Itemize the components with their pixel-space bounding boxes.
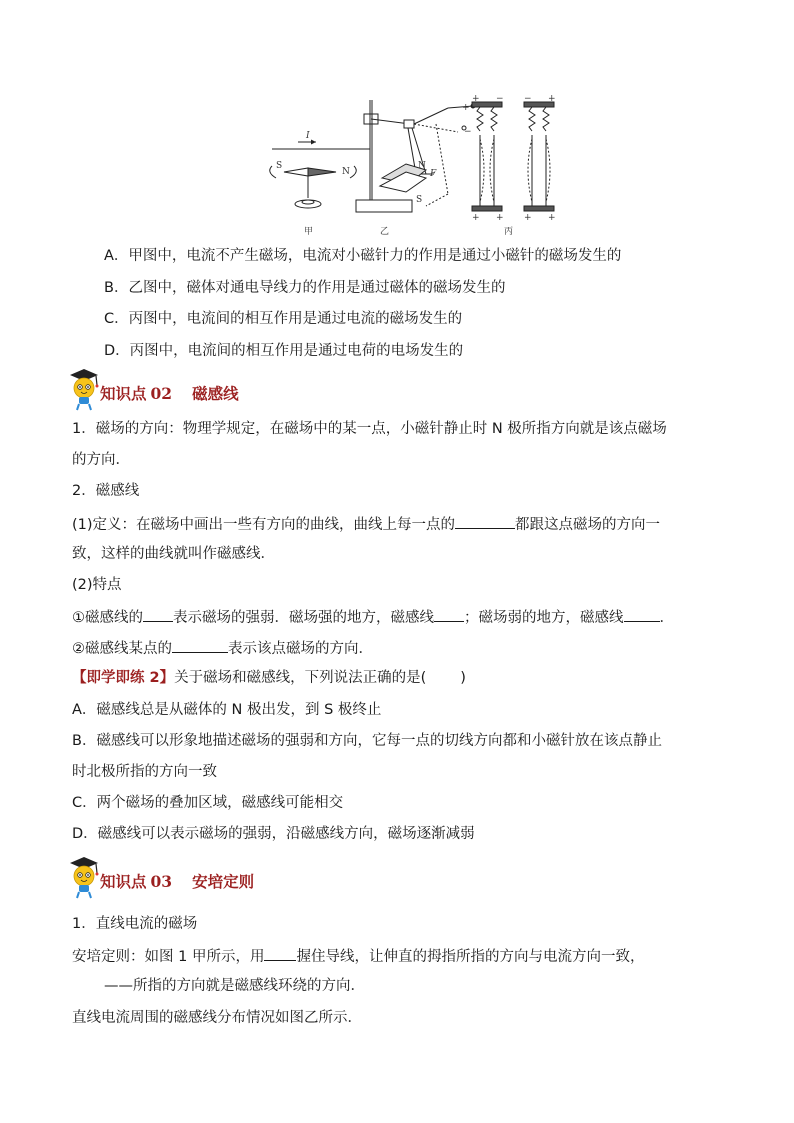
- label-force: F: [430, 169, 437, 179]
- exercise-2-option-b-cont: 时北极所指的方向一致: [72, 764, 217, 780]
- f1-text-d: ．: [659, 610, 674, 626]
- s2-def-line1: [72, 513, 660, 535]
- label-magnet-s: S: [416, 195, 423, 205]
- spring-right-b: [543, 107, 549, 131]
- label-plus-yi: +: [462, 103, 470, 113]
- s3-rule-line2: ——所指的方向就是磁感线环绕的方向．: [104, 978, 365, 994]
- s2-feature-2: [72, 637, 373, 659]
- label-plus-bing-1: +: [472, 94, 480, 104]
- label-plus-bing-2: +: [548, 94, 556, 104]
- s3-p1: 1．直线电流的磁场: [72, 916, 198, 932]
- exercise-2-option-a: A．磁感线总是从磁体的 N 极出发，到 S 极终止: [72, 702, 382, 718]
- option-d-prev: D．丙图中，电流间的相互作用是通过电荷的电场发生的: [104, 343, 464, 359]
- spring-right-a: [529, 107, 535, 131]
- rule-text-b: 握住导线，让伸直的拇指所指的方向与电流方向一致，: [296, 949, 645, 965]
- figure-yi: [356, 100, 475, 212]
- figure-bing: [472, 94, 556, 223]
- s3-p-last: 直线电流周围的磁感线分布情况如图乙所示．: [72, 1010, 362, 1026]
- exercise-2-question: [72, 668, 466, 688]
- exercise-2-option-b: B．磁感线可以形象地描述磁场的强弱和方向，它每一点的切线方向都和小磁针放在该点静止: [72, 733, 662, 749]
- f1-text-b: 表示磁场的强弱．磁场强的地方，磁感线: [173, 610, 434, 626]
- f2-text-a: ②磁感线某点的: [72, 641, 172, 657]
- s3-rule-line1: [72, 945, 644, 967]
- rule-text-a: 安培定则：如图 1 甲所示，用: [72, 949, 265, 965]
- s2-p1-line2: 的方向．: [72, 452, 130, 468]
- label-current: I: [306, 131, 310, 141]
- compass-needle-s: [284, 168, 308, 176]
- blank-1[interactable]: [455, 513, 515, 529]
- mascot-graduate-icon: [66, 368, 100, 412]
- label-minus-yi: −: [464, 127, 472, 137]
- mascot-graduate-icon: [66, 856, 100, 900]
- rotation-arrow-right: [350, 166, 356, 178]
- f1-text-c: ；磁场弱的地方，磁感线: [464, 610, 624, 626]
- blank-3[interactable]: [434, 606, 464, 622]
- label-minus-bing-1: −: [496, 94, 504, 104]
- figure-jia: [270, 131, 370, 208]
- section-title: 磁感线: [192, 385, 239, 403]
- label-south-jia: S: [276, 161, 283, 171]
- bottom-plate-left: [472, 206, 502, 211]
- stand-base: [356, 200, 412, 212]
- section-label: 知识点: [100, 385, 147, 403]
- physics-figure: [258, 94, 556, 242]
- label-yi: 乙: [380, 227, 390, 237]
- label-jia: 甲: [304, 227, 314, 237]
- def-text-a: (1)定义：在磁场中画出一些有方向的曲线，曲线上每一点的: [72, 517, 456, 533]
- section-number: 03: [150, 872, 173, 891]
- blank-5[interactable]: [172, 637, 228, 653]
- question-text: 关于磁场和磁感线，下列说法正确的是(: [174, 670, 427, 686]
- question-close: ): [460, 670, 466, 686]
- f1-text-a: ①磁感线的: [72, 610, 143, 626]
- exercise-tag: 【即学即练 2】: [72, 670, 175, 686]
- section-label: 知识点: [100, 873, 147, 891]
- label-minus-bing-2: −: [524, 94, 532, 104]
- label-plus-bing-3: +: [472, 213, 480, 223]
- label-bing: 丙: [504, 227, 514, 237]
- label-north-jia: N: [342, 167, 350, 177]
- exercise-2-option-c: C．两个磁场的叠加区域，磁感线可能相交: [72, 795, 344, 811]
- blank-6[interactable]: [264, 945, 296, 961]
- section-title: 安培定则: [192, 873, 255, 891]
- blank-4[interactable]: [624, 606, 660, 622]
- compass-needle-n: [308, 168, 336, 176]
- option-a-prev: A．甲图中，电流不产生磁场，电流对小磁针力的作用是通过小磁针的磁场发生的: [104, 248, 622, 264]
- option-b-prev: B．乙图中，磁体对通电导线力的作用是通过磁体的磁场发生的: [104, 280, 506, 296]
- f2-text-b: 表示该点磁场的方向．: [228, 641, 373, 657]
- def-text-b: 都跟这点磁场的方向一: [515, 517, 661, 533]
- exercise-2-option-d: D．磁感线可以表示磁场的强弱，沿磁感线方向，磁场逐渐减弱: [72, 826, 475, 842]
- option-c-prev: C．丙图中，电流间的相互作用是通过电流的磁场发生的: [104, 311, 463, 327]
- section-number: 02: [150, 384, 173, 403]
- bottom-plate-right: [524, 206, 554, 211]
- s2-def-line2: 致，这样的曲线就叫作磁感线．: [72, 546, 275, 562]
- s2-p1-line1: 1．磁场的方向：物理学规定，在磁场中的某一点，小磁针静止时 N 极所指方向就是该点磁场: [72, 421, 667, 437]
- label-plus-bing-4: +: [496, 213, 504, 223]
- label-plus-bing-6: +: [548, 213, 556, 223]
- s2-feature: (2)特点: [72, 577, 122, 593]
- spring-left-b: [491, 107, 497, 131]
- spring-left-a: [477, 107, 483, 131]
- blank-2[interactable]: [143, 606, 173, 622]
- s2-p2: 2．磁感线: [72, 483, 140, 499]
- label-plus-bing-5: +: [524, 213, 532, 223]
- s2-feature-1: [72, 606, 674, 628]
- label-magnet-n: N: [418, 161, 426, 171]
